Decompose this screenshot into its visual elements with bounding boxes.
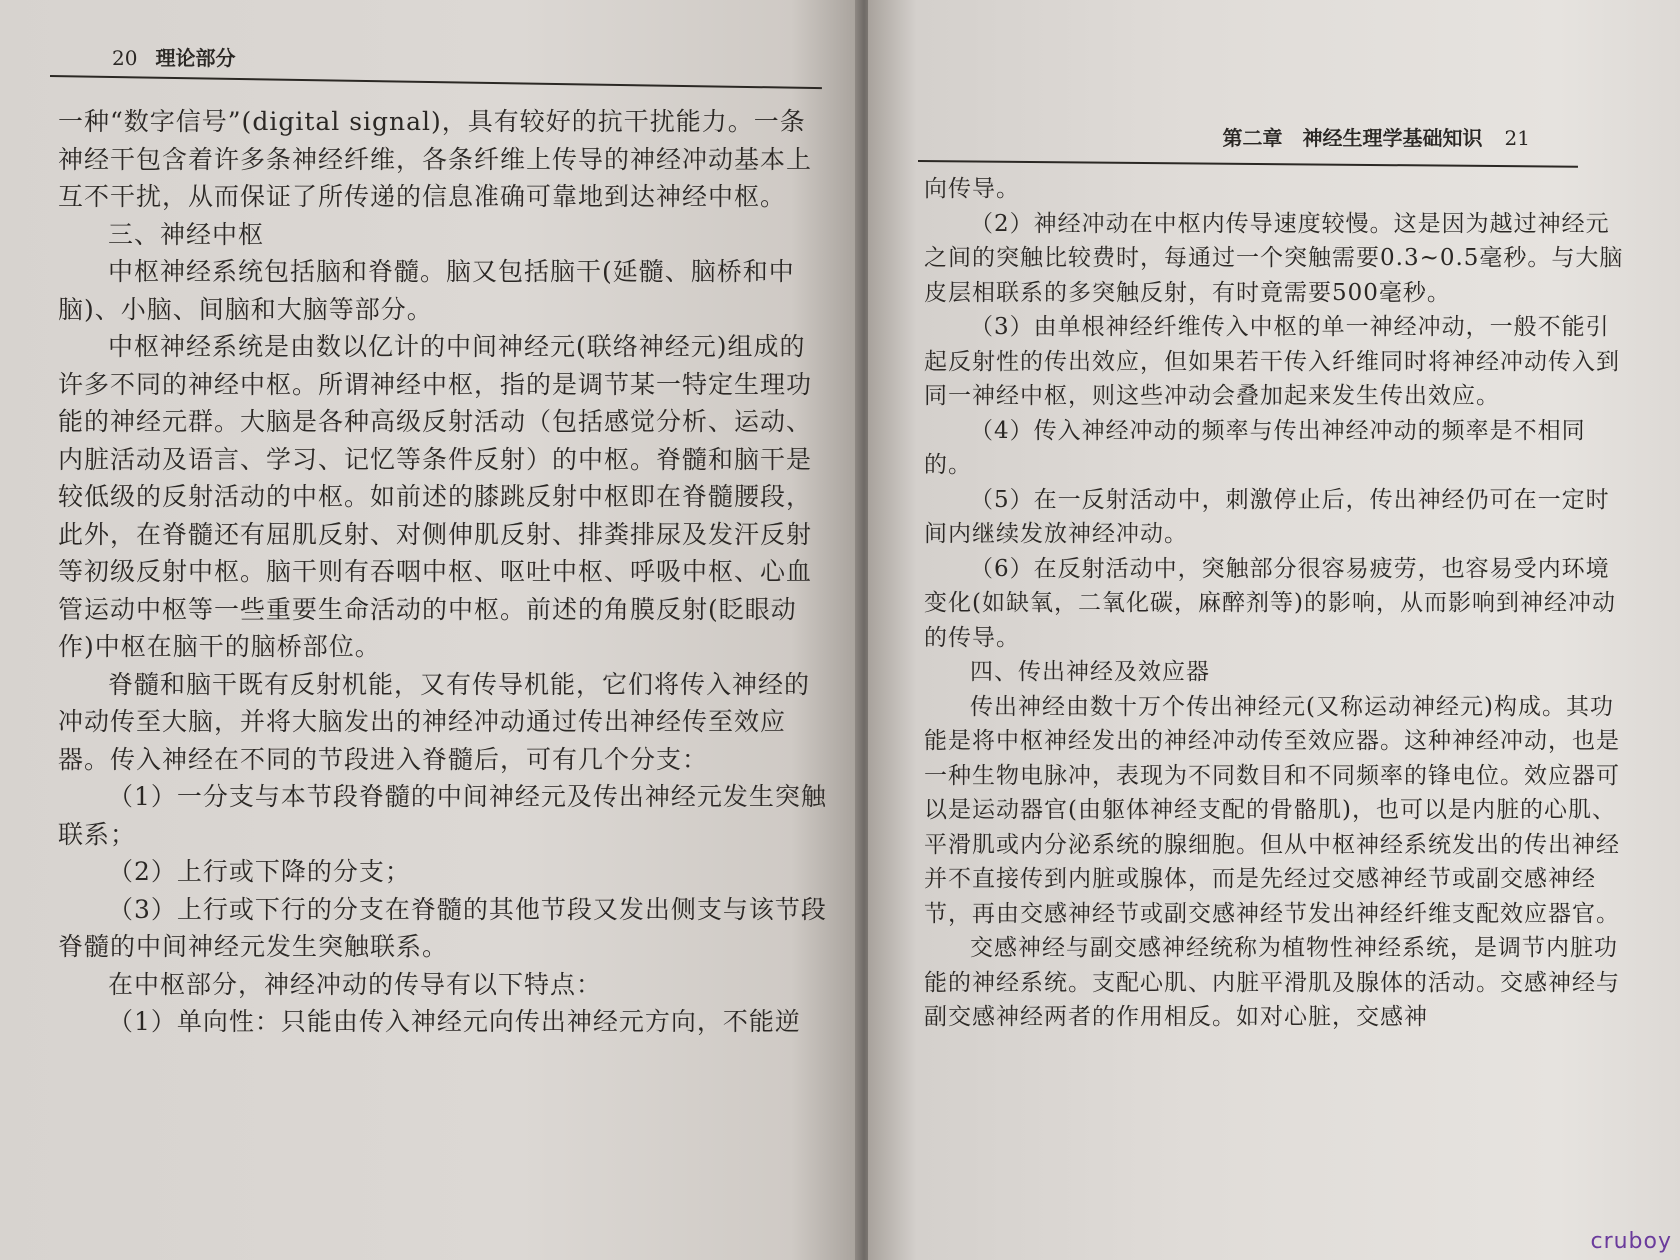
right-body-text	[924, 172, 1624, 1035]
section-heading: 三、神经中枢	[108, 219, 265, 249]
right-header-rule	[918, 160, 1578, 168]
paragraph: 中枢神经系统包括脑和脊髓。脑又包括脑干(延髓、脑桥和中脑)、小脑、间脑和大脑等部分。	[58, 257, 795, 324]
right-page	[868, 0, 1680, 1260]
list-item: （2）上行或下降的分支；	[108, 857, 411, 886]
list-item: （5）在一反射活动中，刺激停止后，传出神经仍可在一定时间内继续发放神经冲动。	[924, 486, 1610, 547]
paragraph: 脊髓和脑干既有反射机能，又有传导机能，它们将传入神经的冲动传至大脑，并将大脑发出的神经冲动通过传出神经传至效应器。传入神经在不同的节段进入脊髓后，可有几个分支：	[58, 669, 811, 774]
chapter-title: 第二章 神经生理学基础知识	[1222, 126, 1483, 150]
left-page-number: 20	[112, 46, 138, 70]
paragraph: 交感神经与副交感神经统称为植物性神经系统，是调节内脏功能的神经系统。支配心肌、内脏平滑肌及腺体的活动。交感神经与副交感神经两者的作用相反。如对心脏，交感神	[924, 935, 1620, 1030]
list-item: （1）单向性：只能由传入神经元向传出神经元方向，不能逆	[108, 1007, 801, 1036]
paragraph: 在中枢部分，神经冲动的传导有以下特点：	[108, 969, 603, 999]
section-heading: 四、传出神经及效应器	[970, 659, 1210, 685]
paragraph: 中枢神经系统是由数以亿计的中间神经元(联络神经元)组成的许多不同的神经中枢。所谓神经中枢，指的是调节某一特定生理功能的神经元群。大脑是各种高级反射活动（包括感觉分析、运动、内脏活动及语言、学习、记忆等条件反射）的中枢。脊髓和脑干是较低级的反射活动的中枢。如前述的膝跳反射中枢即在脊髓腰段，此外，在脊髓还有屈肌反射、对侧伸肌反射、排粪排尿及发汗反射等初级反射中枢。脑干则有吞咽中枢、呕吐中枢、呼吸中枢、心血管运动中枢等一些重要生命活动的中枢。前述的角膜反射(眨眼动作)中枢在脑干的脑桥部位。	[58, 332, 813, 661]
list-item: （6）在反射活动中，突触部分很容易疲劳，也容易受内环境变化(如缺氧，二氧化碳，麻醉剂等)的影响，从而影响到神经冲动的传导。	[924, 555, 1616, 651]
right-running-header	[1223, 122, 1530, 151]
left-body-text	[58, 103, 828, 1041]
list-item: （1）一分支与本节段脊髓的中间神经元及传出神经元发生突触联系；	[58, 782, 827, 849]
list-item: （2）神经冲动在中枢内传导速度较慢。这是因为越过神经元之间的突触比较费时，每通过一个突触需要0.3~0.5毫秒。与大脑皮层相联系的多突触反射，有时竟需要500毫秒。	[924, 210, 1624, 306]
paragraph: 向传导。	[924, 176, 1020, 202]
list-item: （4）传入神经冲动的频率与传出神经冲动的频率是不相同的。	[924, 417, 1586, 478]
list-item: （3）由单根神经纤维传入中枢的单一神经冲动，一般不能引起反射性的传出效应，但如果若干传入纤维同时将神经冲动传入到同一神经中枢，则这些冲动会叠加起来发生传出效应。	[924, 314, 1620, 409]
left-header-rule	[50, 75, 822, 89]
right-page-number: 21	[1504, 126, 1530, 150]
left-running-header	[112, 42, 235, 71]
watermark: cruboy	[1590, 1229, 1672, 1254]
paragraph: 一种“数字信号”(digital signal)，具有较好的抗干扰能力。一条神经干包含着许多条神经纤维，各条纤维上传导的神经冲动基本上互不干扰，从而保证了所传递的信息准确可靠地到达神经中枢。	[58, 107, 813, 211]
list-item: （3）上行或下行的分支在脊髓的其他节段又发出侧支与该节段脊髓的中间神经元发生突触联系。	[58, 894, 827, 961]
left-running-head: 理论部分	[155, 46, 236, 70]
paragraph: 传出神经由数十万个传出神经元(又称运动神经元)构成。其功能是将中枢神经发出的神经冲动传至效应器。这种神经冲动，也是一种生物电脉冲，表现为不同数目和不同频率的锋电位。效应器可以是运动器官(由躯体神经支配的骨骼肌)，也可以是内脏的心肌、平滑肌或内分泌系统的腺细胞。但从中枢神经系统发出的传出神经并不直接传到内脏或腺体，而是先经过交感神经节或副交感神经节，再由交感神经节或副交感神经节发出神经纤维支配效应器官。	[924, 693, 1620, 927]
